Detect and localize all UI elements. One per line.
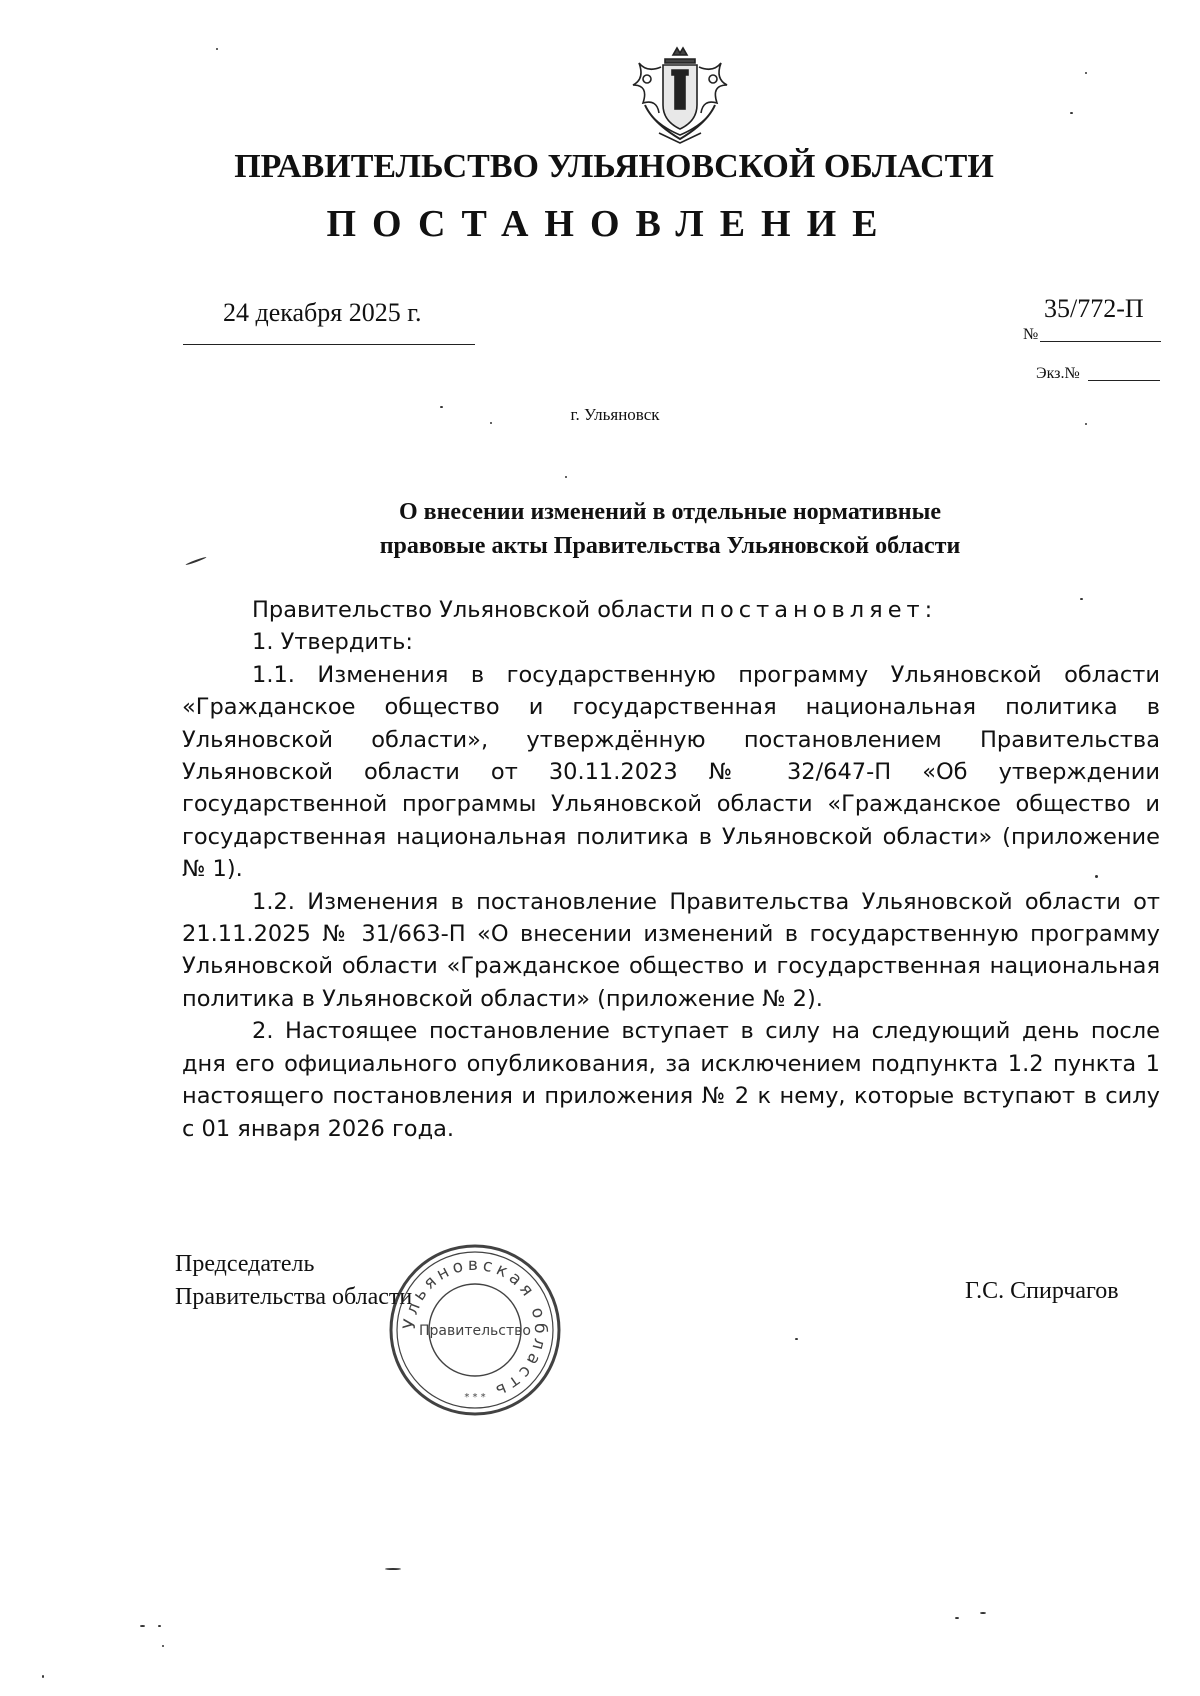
paragraph-1-2: 1.2. Изменения в постановление Правительства Ульяновской области от 21.11.2025 № 31/663-П «О внесении изменений в государственную программу Ульяновской области «Гражданское общество и государственная национальная политика в Ульяновской области» (приложение № 2). xyxy=(182,888,1160,1012)
scan-speck xyxy=(1080,598,1083,600)
government-title: ПРАВИТЕЛЬСТВО УЛЬЯНОВСКОЙ ОБЛАСТИ xyxy=(234,148,994,185)
seal-ring-text: Ульяновская область xyxy=(399,1254,551,1403)
number-sign: № xyxy=(1023,326,1039,343)
intro-paragraph xyxy=(182,594,1160,626)
scan-speck xyxy=(955,1617,959,1619)
scan-speck xyxy=(490,422,492,424)
intro-verb: постановляет xyxy=(700,597,925,623)
paragraph-1-1: 1.1. Изменения в государственную программу Ульяновской области «Гражданское общество и государственная национальная политика в Ульяновской области», утверждённую постановлением Правительства Ульяновской области от 30.11.2023 № 32/647-П «Об утверждении государственной программы Ульяновской области «Гражданское общество и государственная национальная политика в Ульяновской области» (приложение № 1). xyxy=(182,661,1160,883)
city: г. Ульяновск xyxy=(570,405,660,424)
scan-speck xyxy=(162,1645,164,1647)
document-subject xyxy=(300,495,1040,563)
scan-speck xyxy=(1085,423,1087,425)
scan-speck xyxy=(980,1612,986,1614)
scan-speck xyxy=(565,476,567,478)
signer-name: Г.С. Спирчагов xyxy=(965,1278,1119,1304)
scan-speck xyxy=(140,1625,145,1627)
paragraph-1: 1. Утвердить: xyxy=(252,629,413,656)
scan-speck xyxy=(185,556,206,565)
scan-speck xyxy=(216,48,218,50)
scan-speck xyxy=(158,1625,161,1627)
signer-position-line-1: Председатель xyxy=(175,1251,315,1277)
scan-speck xyxy=(42,1675,44,1678)
copy-number-underline xyxy=(1088,380,1160,381)
scan-speck xyxy=(1095,875,1098,878)
signer-position xyxy=(175,1248,412,1314)
official-seal-icon xyxy=(385,1240,565,1420)
date-underline xyxy=(183,344,475,345)
paragraph-2: 2. Настоящее постановление вступает в силу на следующий день после дня его официального опубликования, за исключением подпункта 1.2 пункта 1 настоящего постановления и приложения № 2 к нему, которые вступают в силу с 01 января 2026 года. xyxy=(182,1018,1160,1142)
document-number: 35/772-П xyxy=(1044,294,1144,323)
document-body xyxy=(182,594,1160,1145)
seal-stars: * * * xyxy=(464,1392,486,1403)
scan-speck xyxy=(1085,72,1087,74)
number-underline xyxy=(1040,341,1161,342)
intro-end: : xyxy=(924,597,933,623)
seal-center-text: Правительство xyxy=(419,1323,531,1339)
intro-lead: Правительство Ульяновской области xyxy=(252,597,701,623)
signer-position-line-2: Правительства области xyxy=(175,1284,413,1310)
coat-of-arms-icon xyxy=(625,45,735,149)
subject-line-2: правовые акты Правительства Ульяновской области xyxy=(379,533,961,559)
subject-line-1: О внесении изменений в отдельные нормативные xyxy=(398,499,942,525)
scan-speck xyxy=(795,1338,798,1340)
scan-speck xyxy=(440,406,443,408)
copy-number-label: Экз.№ xyxy=(1036,365,1080,382)
document-date: 24 декабря 2025 г. xyxy=(223,298,422,327)
scan-speck xyxy=(1070,112,1073,114)
scan-speck xyxy=(385,1568,401,1570)
document-type: ПОСТАНОВЛЕНИЕ xyxy=(326,203,894,245)
